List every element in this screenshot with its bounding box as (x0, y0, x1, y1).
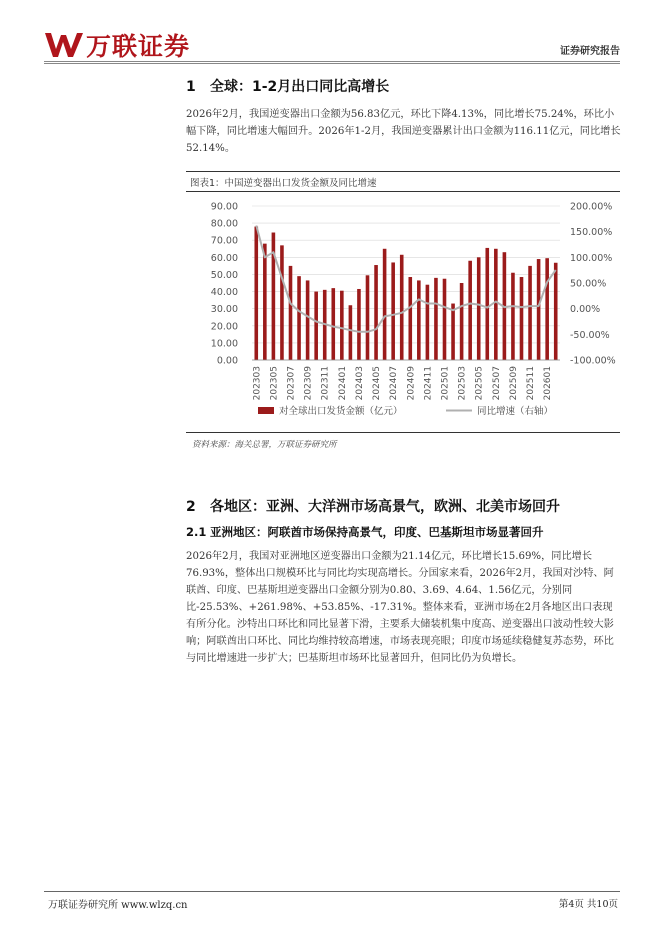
left-axis-tick-label: 20.00 (210, 321, 238, 333)
page-number: 第4页 共10页 (558, 899, 618, 910)
right-axis-tick-label: -50.00% (570, 329, 610, 341)
bar (263, 244, 267, 360)
bar (289, 266, 293, 360)
right-axis-tick-label: 200.00% (570, 201, 613, 213)
x-axis-tick-label: 202411 (423, 366, 434, 401)
x-axis-tick-label: 202507 (491, 366, 502, 401)
bar (357, 289, 361, 360)
x-axis-tick-label: 202505 (474, 366, 485, 401)
section-2-1-number: 2.1 (186, 525, 207, 539)
section-2-1-title: 亚洲地区：阿联酋市场保持高景气，印度、巴基斯坦市场显著回升 (210, 525, 544, 539)
figure-bottom-rule (186, 432, 620, 433)
bar (331, 288, 335, 360)
bar (477, 257, 481, 360)
x-axis-tick-label: 202311 (320, 366, 331, 401)
x-axis-tick-label: 202303 (252, 366, 263, 401)
section-1-title: 全球：1-2月出口同比高增长 (210, 79, 390, 95)
bar (443, 279, 447, 360)
company-logo (44, 30, 190, 60)
x-axis-tick-label: 202407 (389, 366, 400, 401)
footer-institute: 万联证券研究所 www.wlzq.cn (48, 900, 188, 911)
bar (366, 275, 370, 360)
bar (554, 263, 558, 360)
bar (537, 259, 541, 360)
left-axis-tick-label: 0.00 (216, 355, 238, 367)
x-axis-tick-label: 202409 (406, 366, 417, 401)
bar (417, 280, 421, 360)
section-1-heading (186, 76, 389, 96)
left-axis-tick-label: 50.00 (210, 269, 238, 281)
bar (494, 249, 498, 360)
bar (460, 283, 464, 360)
x-axis-tick-label: 202509 (508, 366, 519, 401)
right-axis-tick-label: 0.00% (570, 304, 601, 316)
x-axis-tick-label: 202307 (286, 366, 297, 401)
left-axis-tick-label: 80.00 (210, 218, 238, 230)
bar (383, 249, 387, 360)
header-divider (44, 61, 620, 62)
figure-1-title: 图表1：中国逆变器出口发货金额及同比增速 (190, 178, 377, 189)
logo-w-icon (44, 32, 84, 58)
section-2-paragraph (186, 548, 622, 667)
right-axis-tick-label: 100.00% (570, 252, 613, 264)
x-axis-tick-label: 202503 (457, 366, 468, 401)
footer-divider (44, 891, 620, 892)
bar (545, 258, 549, 360)
legend-label-bar: 对全球出口发货金额（亿元） (279, 406, 403, 417)
x-axis-tick-label: 202403 (354, 366, 365, 401)
right-axis-tick-label: -100.00% (570, 355, 616, 367)
right-axis-tick-label: 150.00% (570, 227, 613, 239)
bar (528, 266, 532, 360)
bar (280, 245, 284, 360)
bar (400, 255, 404, 360)
section-2-heading (186, 496, 560, 516)
bar (349, 305, 353, 360)
x-axis-tick-label: 202405 (372, 366, 383, 401)
left-axis-tick-label: 90.00 (210, 201, 238, 213)
bar (520, 277, 524, 360)
bar (468, 261, 472, 360)
x-axis-tick-label: 202511 (526, 366, 537, 401)
bar (254, 227, 258, 360)
section-2-1-heading (186, 524, 544, 540)
bar (451, 304, 455, 360)
section-1-paragraph (186, 106, 622, 157)
bar (340, 291, 344, 360)
x-axis-tick-label: 202601 (543, 366, 554, 401)
section-1-text: 2026年2月，我国逆变器出口金额为56.83亿元，环比下降4.13%，同比增长75.24%，环比小幅下降，同比增速大幅回升。2026年1-2月，我国逆变器累计出口金额为116.11亿元，同比增长52.14%。 (186, 109, 621, 154)
legend-label-line: 同比增速（右轴） (477, 406, 554, 417)
section-1-number: 1 (186, 79, 196, 95)
bar (434, 278, 438, 360)
x-axis-tick-label: 202309 (303, 366, 314, 401)
x-axis-tick-label: 202305 (269, 366, 280, 401)
bar (426, 285, 430, 360)
bar (485, 248, 489, 360)
section-2-number: 2 (186, 499, 196, 515)
left-axis-tick-label: 30.00 (210, 304, 238, 316)
bar (391, 262, 395, 360)
x-axis-tick-label: 202501 (440, 366, 451, 401)
section-2-text: 2026年2月，我国对亚洲地区逆变器出口金额为21.14亿元，环比增长15.69%，同比增长76.93%，整体出口规模环比与同比均实现高增长。分国家来看，2026年2月，我国对沙特、阿联酋、印度、巴基斯坦逆变器出口金额分别为0.80、3.69、4.64、1.56亿元，分别同比-25.53%、+261.98%、+53.85%、-17.31%。整体来看，亚洲市场在2月各地区出口表现有所分化。沙特出口环比和同比显著下滑，主要系大储装机集中度高、逆变器出口波动性较大影响；阿联酋出口环比、同比均维持较高增速，市场表现亮眼；印度市场延续稳健复苏态势，环比与同比增速进一步扩大；巴基斯坦市场环比显著回升，但同比仍为负增长。 (186, 551, 614, 664)
yoy-growth-line (256, 226, 555, 332)
bar (306, 280, 310, 360)
bar (297, 276, 301, 360)
left-axis-tick-label: 40.00 (210, 287, 238, 299)
bar (314, 292, 318, 360)
legend-swatch-bar (258, 407, 274, 414)
right-axis-tick-label: 50.00% (570, 278, 607, 290)
bar (511, 273, 515, 360)
logo-text: 万联证券 (86, 32, 191, 61)
report-type-label: 证券研究报告 (560, 46, 620, 57)
header-divider-secondary (44, 63, 620, 64)
left-axis-tick-label: 10.00 (210, 338, 238, 350)
section-2-title: 各地区：亚洲、大洋洲市场高景气，欧洲、北美市场回升 (210, 499, 560, 515)
export-chart (186, 192, 620, 430)
figure-top-rule (186, 171, 620, 172)
x-axis-tick-label: 202401 (337, 366, 348, 401)
bar (408, 277, 412, 360)
left-axis-tick-label: 60.00 (210, 252, 238, 264)
figure-1-source: 资料来源：海关总署，万联证券研究所 (192, 440, 337, 450)
left-axis-tick-label: 70.00 (210, 235, 238, 247)
bar (374, 265, 378, 360)
